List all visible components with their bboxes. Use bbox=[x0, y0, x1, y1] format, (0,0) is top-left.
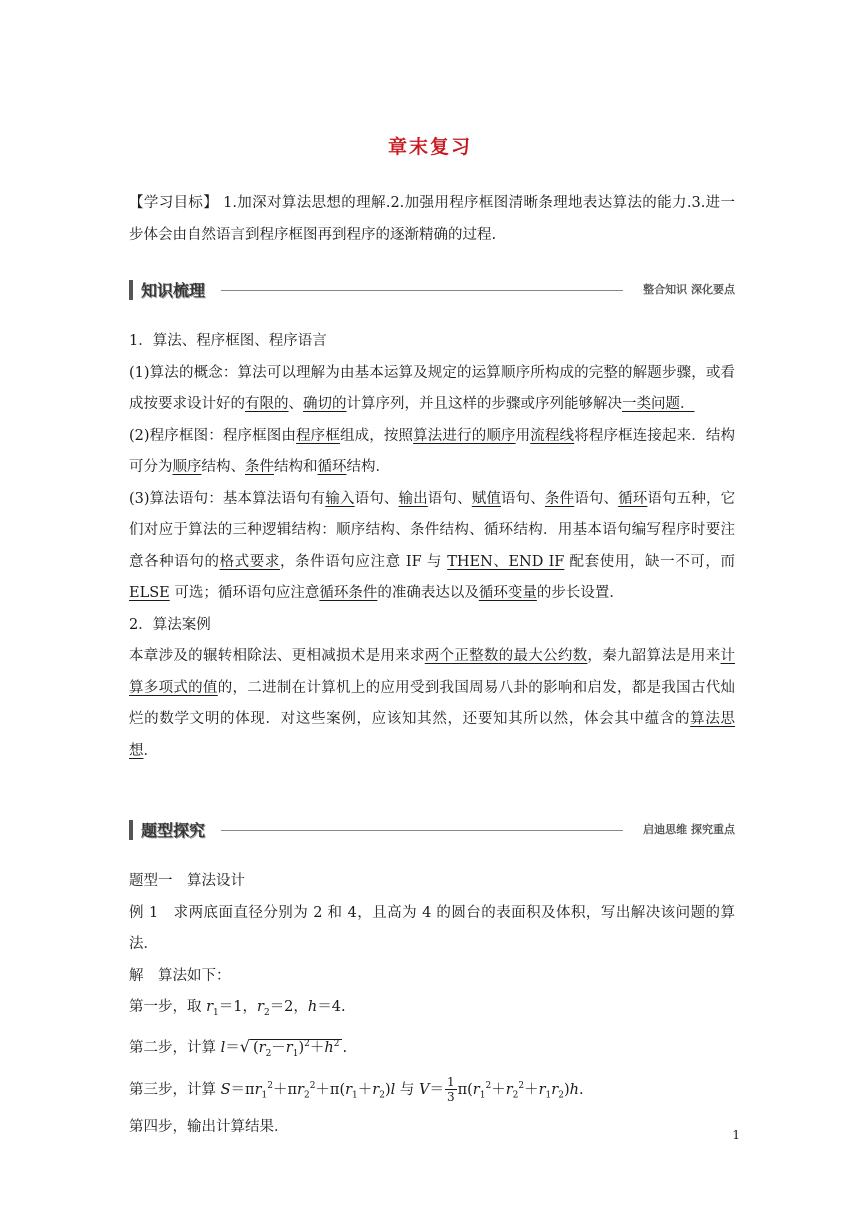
step-4: 第四步，输出计算结果． bbox=[129, 1118, 289, 1135]
section-bar-icon bbox=[129, 820, 133, 840]
goals-text: 1.加深对算法思想的理解.2.加强用程序框图清晰条理地表达算法的能力.3.进一步体会由自然语言到程序框图再到程序的逐渐精确的过程. bbox=[129, 195, 736, 243]
page-title: 章末复习 bbox=[387, 136, 472, 158]
step-2: 第二步，计算 l＝√ $(r_2-r_1)^2+h^2$ . bbox=[129, 1037, 348, 1060]
knowledge-body bbox=[129, 326, 735, 767]
example-question: 例 1 求两底面直径分别为 2 和 4，且高为 4 的圆台的表面积及体积，写出解决该问题的算法． bbox=[129, 904, 735, 952]
section-header-knowledge bbox=[129, 275, 735, 305]
item-heading: 1．算法、程序框图、程序语言 bbox=[129, 333, 327, 349]
item-heading: 2．算法案例 bbox=[129, 616, 211, 633]
section-divider bbox=[221, 290, 623, 291]
step-1: 第一步，取 $r_1=1$，$r_2=2$，h＝4. bbox=[129, 999, 346, 1018]
step-3: 第三步，计算 $S=\pi r_1^2+\pi r_2^2+\pi(r_1+r_2)l$ 与 V＝ $\frac{1}{3}$ $\pi(r_1^2+r_2^2+r_1r_2)h$. bbox=[129, 1074, 584, 1104]
section-header-explore bbox=[129, 815, 735, 845]
paragraph-flowchart: (2)程序框图：程序框图由程序框组成，按照算法进行的顺序用流程线将程序框连接起来．结构可分为顺序结构、条件结构和循环结构． bbox=[129, 427, 736, 475]
section-bar-icon bbox=[129, 280, 133, 300]
solution-intro: 解 算法如下： bbox=[129, 967, 231, 984]
section-title: 知识梳理 bbox=[141, 281, 206, 300]
learning-goals bbox=[129, 188, 735, 251]
section-tag: 启迪思维 探究重点 bbox=[643, 823, 735, 836]
section-divider bbox=[221, 830, 623, 831]
paragraph-cases: 本章涉及的辗转相除法、更相减损术是用来求两个正整数的最大公约数，秦九韶算法是用来计算多项式的值的，二进制在计算机上的应用受到我国周易八卦的影响和启发，都是我国古代灿烂的数学文明的体现．对这些案例，应该知其然，还要知其所以然，体会其中蕴含的算法思想． bbox=[129, 648, 736, 759]
paragraph-statements: (3)算法语句：基本算法语句有输入语句、输出语句、赋值语句、条件语句、循环语句五种，它们对应于算法的三种逻辑结构：顺序结构、条件结构、循环结构．用基本语句编写程序时要注意各种语句的格式要求，条件语句应注意 IF 与 THEN、END IF 配套使用，缺一不可，而 ELSE 可选；循环语句应注意循环条件的准确表达以及循环变量的步长设置． bbox=[129, 490, 736, 601]
goals-label: 【学习目标】 bbox=[129, 195, 219, 211]
example-body bbox=[129, 866, 735, 1143]
question-type: 题型一 算法设计 bbox=[129, 873, 245, 889]
section-tag: 整合知识 深化要点 bbox=[643, 283, 735, 296]
section-title: 题型探究 bbox=[141, 821, 206, 840]
paragraph-algorithm-concept: (1)算法的概念：算法可以理解为由基本运算及规定的运算顺序所构成的完整的解题步骤，或看成按要求设计好的有限的、确切的计算序列，并且这样的步骤或序列能够解决一类问题． bbox=[129, 364, 735, 412]
page-number: 1 bbox=[732, 1128, 740, 1142]
